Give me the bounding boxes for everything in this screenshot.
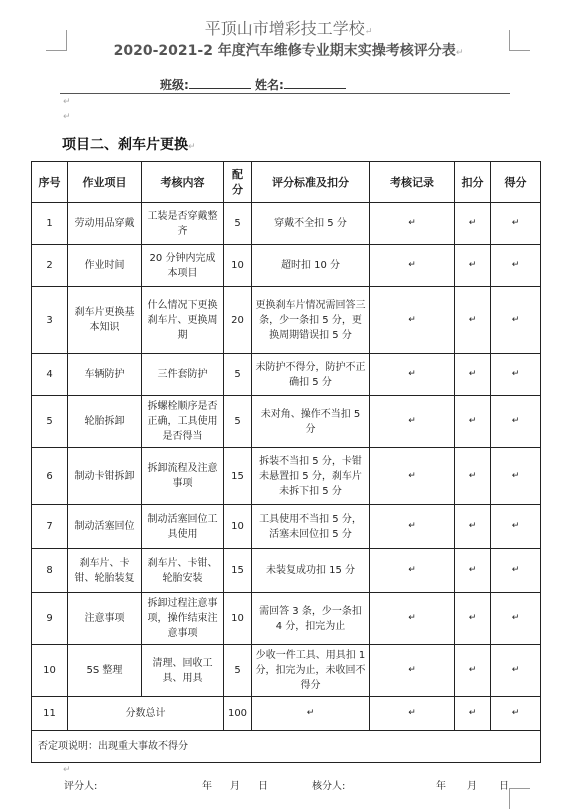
row-item: 刹车片更换基本知识 bbox=[68, 287, 142, 354]
school-title: 平顶山市增彩技工学校↵ bbox=[204, 19, 373, 38]
table-row bbox=[32, 203, 541, 245]
table-row bbox=[32, 396, 541, 448]
record-cell[interactable]: ↵ bbox=[370, 203, 455, 245]
deduction-cell[interactable]: ↵ bbox=[455, 697, 491, 731]
points-cell[interactable]: ↵ bbox=[491, 354, 541, 396]
row-item: 5S 整理 bbox=[68, 645, 142, 697]
row-content: 拆卸过程注意事项，操作结束注意事项 bbox=[142, 593, 224, 645]
deduction-cell[interactable]: ↵ bbox=[455, 645, 491, 697]
header-score: 配分 bbox=[224, 162, 252, 203]
row-no: 9 bbox=[32, 593, 68, 645]
row-criteria: 未防护不得分，防护不正确扣 5 分 bbox=[252, 354, 370, 396]
verifier-label: 核分人: bbox=[312, 781, 346, 792]
points-cell[interactable]: ↵ bbox=[491, 287, 541, 354]
total-no: 11 bbox=[32, 697, 68, 731]
points-cell[interactable]: ↵ bbox=[491, 245, 541, 287]
name-blank[interactable] bbox=[284, 76, 346, 89]
paragraph-mark: ↵ bbox=[63, 97, 71, 107]
record-cell[interactable]: ↵ bbox=[370, 448, 455, 505]
row-criteria: 穿戴不全扣 5 分 bbox=[252, 203, 370, 245]
row-criteria: 未装复成功扣 15 分 bbox=[252, 549, 370, 593]
total-label: 分数总计 bbox=[68, 697, 224, 731]
row-item: 车辆防护 bbox=[68, 354, 142, 396]
header-content: 考核内容 bbox=[142, 162, 224, 203]
section-title: 项目二、刹车片更换↵ bbox=[62, 137, 196, 153]
row-content: 拆螺栓顺序是否正确，工具使用是否得当 bbox=[142, 396, 224, 448]
record-cell[interactable]: ↵ bbox=[370, 287, 455, 354]
row-score: 10 bbox=[224, 593, 252, 645]
record-cell[interactable]: ↵ bbox=[370, 354, 455, 396]
table-row bbox=[32, 245, 541, 287]
exam-title: 2020-2021-2 年度汽车维修专业期末实操考核评分表↵ bbox=[113, 43, 464, 59]
row-item: 作业时间 bbox=[68, 245, 142, 287]
row-criteria: 超时扣 10 分 bbox=[252, 245, 370, 287]
deduction-cell[interactable]: ↵ bbox=[455, 354, 491, 396]
name-label: 姓名: bbox=[255, 78, 284, 92]
row-no: 3 bbox=[32, 287, 68, 354]
paragraph-mark: ↵ bbox=[63, 112, 71, 122]
paragraph-mark: ↵ bbox=[63, 765, 71, 775]
deduction-cell[interactable]: ↵ bbox=[455, 505, 491, 549]
table-row bbox=[32, 549, 541, 593]
header-rule bbox=[60, 93, 510, 94]
scorer-day: 日 bbox=[258, 781, 268, 792]
row-criteria: 需回答 3 条，少一条扣 4 分，扣完为止 bbox=[252, 593, 370, 645]
deduction-cell[interactable]: ↵ bbox=[455, 448, 491, 505]
scorer-label: 评分人: bbox=[64, 781, 98, 792]
points-cell[interactable]: ↵ bbox=[491, 505, 541, 549]
header-criteria: 评分标准及扣分 bbox=[252, 162, 370, 203]
deduction-cell[interactable]: ↵ bbox=[455, 245, 491, 287]
row-no: 5 bbox=[32, 396, 68, 448]
verifier-year: 年 bbox=[436, 781, 446, 792]
points-cell[interactable]: ↵ bbox=[491, 549, 541, 593]
row-score: 15 bbox=[224, 448, 252, 505]
header-points: 得分 bbox=[491, 162, 541, 203]
class-label: 班级: bbox=[160, 78, 189, 92]
table-row bbox=[32, 448, 541, 505]
row-no: 8 bbox=[32, 549, 68, 593]
record-cell[interactable]: ↵ bbox=[370, 697, 455, 731]
points-cell[interactable]: ↵ bbox=[491, 645, 541, 697]
row-score: 15 bbox=[224, 549, 252, 593]
row-criteria: 少收一件工具、用具扣 1 分，扣完为止，未收回不得分 bbox=[252, 645, 370, 697]
row-item: 注意事项 bbox=[68, 593, 142, 645]
row-score: 5 bbox=[224, 354, 252, 396]
record-cell[interactable]: ↵ bbox=[370, 505, 455, 549]
points-cell[interactable]: ↵ bbox=[491, 697, 541, 731]
record-cell[interactable]: ↵ bbox=[370, 245, 455, 287]
footnote-row bbox=[32, 731, 541, 763]
class-blank[interactable] bbox=[189, 76, 251, 89]
row-content: 刹车片、卡钳、轮胎安装 bbox=[142, 549, 224, 593]
row-criteria: 更换刹车片情况需回答三条，少一条扣 5 分，更换周期错误扣 5 分 bbox=[252, 287, 370, 354]
row-no: 1 bbox=[32, 203, 68, 245]
row-item: 制动卡钳拆卸 bbox=[68, 448, 142, 505]
verifier-month: 月 bbox=[467, 781, 477, 792]
row-no: 10 bbox=[32, 645, 68, 697]
table-row bbox=[32, 645, 541, 697]
record-cell[interactable]: ↵ bbox=[370, 549, 455, 593]
veto-note: 否定项说明：出现重大事故不得分 bbox=[32, 731, 541, 763]
row-content: 拆卸流程及注意事项 bbox=[142, 448, 224, 505]
class-name-line bbox=[160, 76, 346, 93]
row-criteria: 未对角、操作不当扣 5 分 bbox=[252, 396, 370, 448]
row-score: 10 bbox=[224, 505, 252, 549]
deduction-cell[interactable]: ↵ bbox=[455, 549, 491, 593]
row-content: 什么情况下更换刹车片、更换周期 bbox=[142, 287, 224, 354]
table-row bbox=[32, 287, 541, 354]
points-cell[interactable]: ↵ bbox=[491, 593, 541, 645]
deduction-cell[interactable]: ↵ bbox=[455, 593, 491, 645]
row-item: 制动活塞回位 bbox=[68, 505, 142, 549]
header-no: 序号 bbox=[32, 162, 68, 203]
header-record: 考核记录 bbox=[370, 162, 455, 203]
total-score: 100 bbox=[224, 697, 252, 731]
row-score: 5 bbox=[224, 203, 252, 245]
table-row bbox=[32, 505, 541, 549]
scorer-month: 月 bbox=[230, 781, 240, 792]
header-item: 作业项目 bbox=[68, 162, 142, 203]
row-content: 清理、回收工具、用具 bbox=[142, 645, 224, 697]
row-score: 20 bbox=[224, 287, 252, 354]
row-no: 4 bbox=[32, 354, 68, 396]
row-content: 20 分钟内完成本项目 bbox=[142, 245, 224, 287]
row-criteria: 工具使用不当扣 5 分，活塞未回位扣 5 分 bbox=[252, 505, 370, 549]
record-cell[interactable]: ↵ bbox=[370, 593, 455, 645]
points-cell[interactable]: ↵ bbox=[491, 448, 541, 505]
total-criteria-cell: ↵ bbox=[252, 697, 370, 731]
table-row bbox=[32, 593, 541, 645]
deduction-cell[interactable]: ↵ bbox=[455, 287, 491, 354]
score-table bbox=[31, 161, 541, 763]
verifier-day: 日 bbox=[499, 781, 509, 792]
points-cell[interactable]: ↵ bbox=[491, 396, 541, 448]
table-header-row bbox=[32, 162, 541, 203]
row-no: 7 bbox=[32, 505, 68, 549]
table-row bbox=[32, 354, 541, 396]
row-no: 6 bbox=[32, 448, 68, 505]
row-content: 三件套防护 bbox=[142, 354, 224, 396]
row-content: 工装是否穿戴整齐 bbox=[142, 203, 224, 245]
row-item: 劳动用品穿戴 bbox=[68, 203, 142, 245]
record-cell[interactable]: ↵ bbox=[370, 396, 455, 448]
row-content: 制动活塞回位工具使用 bbox=[142, 505, 224, 549]
scorer-year: 年 bbox=[202, 781, 212, 792]
header-deduction: 扣分 bbox=[455, 162, 491, 203]
corner-mark-bottom-right bbox=[509, 788, 530, 809]
row-no: 2 bbox=[32, 245, 68, 287]
row-item: 刹车片、卡钳、轮胎装复 bbox=[68, 549, 142, 593]
row-score: 10 bbox=[224, 245, 252, 287]
row-score: 5 bbox=[224, 396, 252, 448]
deduction-cell[interactable]: ↵ bbox=[455, 203, 491, 245]
points-cell[interactable]: ↵ bbox=[491, 203, 541, 245]
row-criteria: 拆装不当扣 5 分，卡钳未悬置扣 5 分，刹车片未拆下扣 5 分 bbox=[252, 448, 370, 505]
deduction-cell[interactable]: ↵ bbox=[455, 396, 491, 448]
row-item: 轮胎拆卸 bbox=[68, 396, 142, 448]
record-cell[interactable]: ↵ bbox=[370, 645, 455, 697]
total-row bbox=[32, 697, 541, 731]
row-score: 5 bbox=[224, 645, 252, 697]
